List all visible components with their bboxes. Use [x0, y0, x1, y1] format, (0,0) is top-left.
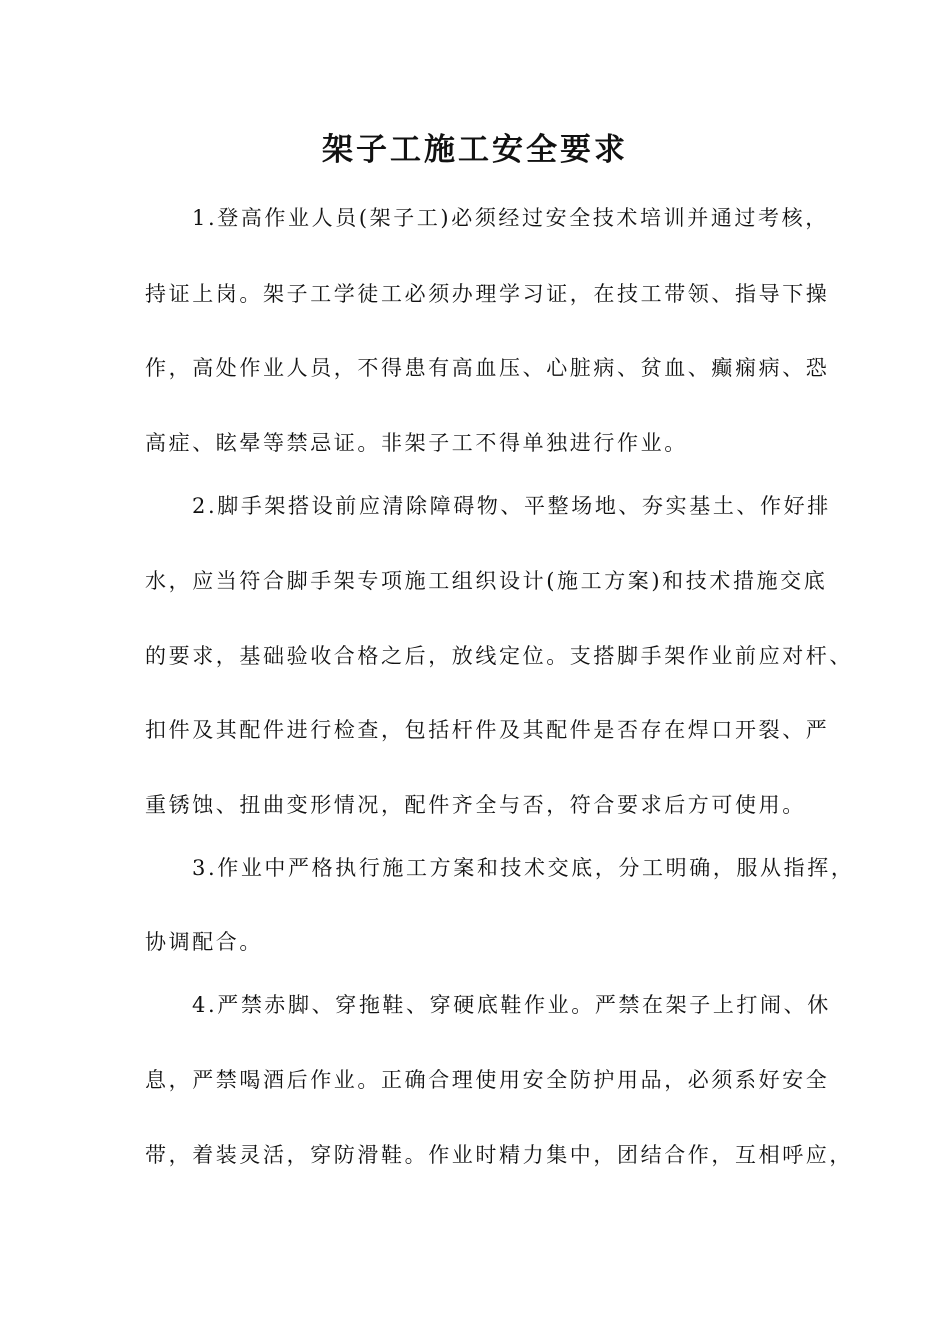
paragraph-1-line-2: 持证上岗。架子工学徒工必须办理学习证，在技工带领、指导下操	[145, 282, 830, 306]
paragraph-2-line-2: 水，应当符合脚手架专项施工组织设计(施工方案)和技术措施交底	[145, 569, 828, 593]
paragraph-4-line-2: 息，严禁喝酒后作业。正确合理使用安全防护用品，必须系好安全	[145, 1068, 830, 1092]
document-title: 架子工施工安全要求	[322, 132, 628, 168]
paragraph-4-line-1: 4.严禁赤脚、穿拖鞋、穿硬底鞋作业。严禁在架子上打闹、休	[192, 993, 831, 1017]
paragraph-2-line-1: 2.脚手架搭设前应清除障碍物、平整场地、夯实基土、作好排	[192, 494, 831, 518]
paragraph-2-line-3: 的要求，基础验收合格之后，放线定位。支搭脚手架作业前应对杆、	[145, 644, 853, 668]
paragraph-2-line-4: 扣件及其配件进行检查，包括杆件及其配件是否存在焊口开裂、严	[145, 718, 830, 742]
paragraph-1-line-1: 1.登高作业人员(架子工)必须经过安全技术培训并通过考核，	[192, 206, 829, 230]
paragraph-1-line-4: 高症、眩晕等禁忌证。非架子工不得单独进行作业。	[145, 431, 688, 455]
paragraph-4-line-3: 带，着装灵活，穿防滑鞋。作业时精力集中，团结合作，互相呼应，	[145, 1143, 853, 1167]
paragraph-3-line-2: 协调配合。	[145, 930, 263, 954]
paragraph-3-line-1: 3.作业中严格执行施工方案和技术交底，分工明确，服从指挥，	[192, 856, 855, 880]
paragraph-1-line-3: 作，高处作业人员，不得患有高血压、心脏病、贫血、癫痫病、恐	[145, 356, 830, 380]
paragraph-2-line-5: 重锈蚀、扭曲变形情况，配件齐全与否，符合要求后方可使用。	[145, 793, 806, 817]
